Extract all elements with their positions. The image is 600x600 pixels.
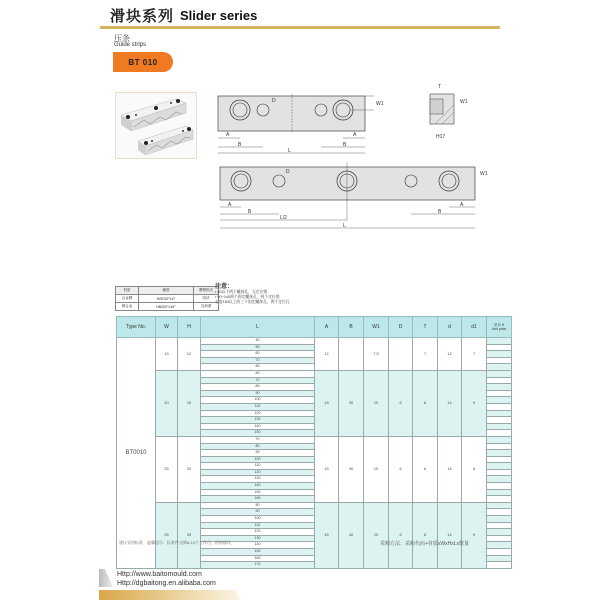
product-code-badge: BT 010 [113,52,173,72]
hardness-cell: HRC52°±2° [139,295,194,303]
unit-price-cell [487,351,512,358]
t-value-cell: 8 [413,502,438,568]
d1-value-cell: 9 [462,370,487,436]
table-row [117,370,512,377]
svg-text:L: L [288,148,291,154]
t-value-cell: 6 [413,370,438,436]
h-cell: 15 [178,370,201,436]
col-a: A [315,317,339,338]
d-value-cell: 6 [389,436,413,502]
length-cell: 100 [201,456,315,463]
d-value-cell: 12 [438,338,462,371]
unit-price-cell [487,549,512,556]
product-photo [115,92,197,159]
d1-value-cell: 7 [462,338,487,371]
svg-text:L/2: L/2 [280,215,287,221]
length-cell: 80 [201,384,315,391]
length-cell: 60 [201,370,315,377]
page-title-cn: 滑块系列 [110,8,175,25]
length-cell: 120 [201,469,315,476]
note-line: • 90~140两个固定螺丝孔，两个定位销 [215,295,280,299]
technical-drawing [210,80,500,240]
col-w1: W1 [364,317,389,338]
w-cell: 25 [156,502,178,568]
unit-price-cell [487,430,512,437]
length-cell: 80 [201,443,315,450]
notes [215,285,290,305]
h-cell: 25 [178,502,201,568]
d-value-cell: 14 [438,502,462,568]
length-cell: 110 [201,463,315,470]
col-h: H [178,317,201,338]
notes-heading: 注意： [215,284,234,290]
unit-price-cell [487,555,512,562]
b-value-cell [339,338,364,371]
col-d1: d1 [462,317,487,338]
unit-price-cell [487,463,512,470]
title-rule [100,26,500,29]
svg-text:W1: W1 [376,101,384,107]
w-cell: 25 [156,436,178,502]
b-value-cell: 40 [339,502,364,568]
w-cell: 20 [156,370,178,436]
unit-price-cell [487,469,512,476]
unit-price-cell [487,370,512,377]
b-value-cell: 30 [339,370,364,436]
length-cell: 130 [201,535,315,542]
w1-value-cell: 7.5 [364,338,389,371]
spec-body [117,338,512,569]
col-unit-price [487,317,512,338]
subtitle-en: Guide strips [114,42,147,48]
material-cell: 合金钢 [116,295,139,303]
a-value-cell: 15 [315,436,339,502]
length-cell: 170 [201,562,315,569]
unit-price-cell [487,483,512,490]
a-value-cell: 15 [315,370,339,436]
unit-price-cell [487,516,512,523]
length-cell: 70 [201,357,315,364]
length-cell: 100 [201,516,315,523]
subtitle-cn: 压条 [114,34,130,43]
unit-price-cell [487,364,512,371]
w-cell: 19 [156,338,178,371]
w1-value-cell: 10 [364,370,389,436]
spec-table [116,316,512,569]
col-w: W [156,317,178,338]
table-row [117,502,512,509]
svg-text:H17: H17 [436,134,446,140]
length-cell: 140 [201,483,315,490]
note-line: 长度150以上的三个固定螺丝孔，两个定位孔 [215,300,290,304]
unit-price-cell [487,535,512,542]
length-cell: 150 [201,489,315,496]
length-cell: 130 [201,417,315,424]
col-t: T [413,317,438,338]
unit-price-cell [487,456,512,463]
d-value-cell: 6 [389,502,413,568]
unit-price-cn: 单价 ¥ [494,323,504,327]
col-l: L [201,317,315,338]
friction-cell: 自润滑 [194,303,219,311]
length-cell: 140 [201,423,315,430]
unit-price-cell [487,509,512,516]
unit-price-cell [487,443,512,450]
unit-price-cell [487,562,512,569]
length-cell: 120 [201,410,315,417]
unit-price-cell [487,410,512,417]
unit-price-cell [487,496,512,503]
unit-price-cell [487,489,512,496]
table-row [117,338,512,345]
unit-price-cell [487,502,512,509]
delivery-note: 建议采用标准 温馨提示：标准件交期8-13个工作日，价格面议。 [119,540,236,545]
unit-price-cell [487,450,512,457]
unit-price-cell [487,377,512,384]
svg-text:B: B [343,142,347,148]
unit-price-cell [487,357,512,364]
friction-cell: 同状 [194,295,219,303]
length-cell: 160 [201,496,315,503]
length-cell: 160 [201,555,315,562]
col-type-no: Type No. [117,317,156,338]
length-cell: 150 [201,430,315,437]
svg-text:A: A [228,202,232,208]
length-cell: 80 [201,364,315,371]
length-cell: 70 [201,436,315,443]
svg-text:B: B [248,209,252,215]
length-cell: 150 [201,549,315,556]
svg-text:B: B [438,209,442,215]
material-cell: 铜合金 [116,303,139,311]
length-cell: 90 [201,450,315,457]
col-b: B [339,317,364,338]
unit-price-cell [487,390,512,397]
length-cell: 130 [201,476,315,483]
d1-value-cell: 9 [462,502,487,568]
unit-price-cell [487,436,512,443]
unit-price-cell [487,417,512,424]
svg-text:B: B [238,142,242,148]
svg-text:D: D [286,169,290,175]
table-row [117,436,512,443]
col-d: D [389,317,413,338]
length-cell: 90 [201,390,315,397]
length-cell: 80 [201,502,315,509]
unit-price-cell [487,476,512,483]
unit-price-cell [487,403,512,410]
unit-price-cell [487,338,512,345]
length-cell: 110 [201,403,315,410]
svg-text:A: A [460,202,464,208]
length-cell: 100 [201,397,315,404]
length-cell: 140 [201,542,315,549]
alibaba-link[interactable]: Http://dgbaitong.en.alibaba.com [117,580,216,587]
unit-price-cell [487,522,512,529]
unit-price-cell [487,384,512,391]
material-table [115,286,219,311]
website-link[interactable]: Http://www.baitomould.com [117,571,202,578]
hardness-cell: HB200°±10° [139,303,194,311]
a-value-cell: 12 [315,338,339,371]
svg-text:A: A [226,132,230,138]
spec-header-row [117,317,512,338]
length-cell: 50 [201,344,315,351]
d1-value-cell: 8 [462,436,487,502]
svg-text:T: T [438,84,442,90]
length-cell: 120 [201,529,315,536]
page-title-en: Slider series [180,8,258,23]
ordering-method: 采购方法：采购代码+材质xWxHxLx数量 [380,541,470,547]
material-header: 材质 [116,287,139,295]
h-cell: 12 [178,338,201,371]
svg-text:D: D [272,98,276,104]
t-value-cell: 6 [413,436,438,502]
hardness-header: 硬度 [139,287,194,295]
d-value-cell [389,338,413,371]
unit-price-cell [487,344,512,351]
d-value-cell: 6 [389,370,413,436]
website-links [117,570,216,588]
h-cell: 20 [178,436,201,502]
length-cell: 60 [201,351,315,358]
svg-text:A: A [353,132,357,138]
svg-text:W1: W1 [480,171,488,177]
length-cell: 40 [201,338,315,345]
length-cell: 90 [201,509,315,516]
unit-price-cell [487,542,512,549]
unit-price-cell [487,397,512,404]
w1-value-cell: 10 [364,436,389,502]
unit-price-cell [487,423,512,430]
note-line: • 80以下两个螺丝孔，无定位销 [215,290,268,294]
w1-value-cell: 10 [364,502,389,568]
friction-header: 摩擦形式 [194,287,219,295]
d-value-cell: 14 [438,370,462,436]
type-no-cell: BT0010 [117,338,156,569]
length-cell: 110 [201,522,315,529]
length-cell: 70 [201,377,315,384]
unit-price-cell [487,529,512,536]
svg-text:W1: W1 [460,99,468,105]
b-value-cell: 30 [339,436,364,502]
unit-price-en: Unit price [491,327,507,331]
d-value-cell: 14 [438,436,462,502]
col-d-small: d [438,317,462,338]
svg-text:L: L [343,223,346,229]
t-value-cell: 7 [413,338,438,371]
a-value-cell: 15 [315,502,339,568]
